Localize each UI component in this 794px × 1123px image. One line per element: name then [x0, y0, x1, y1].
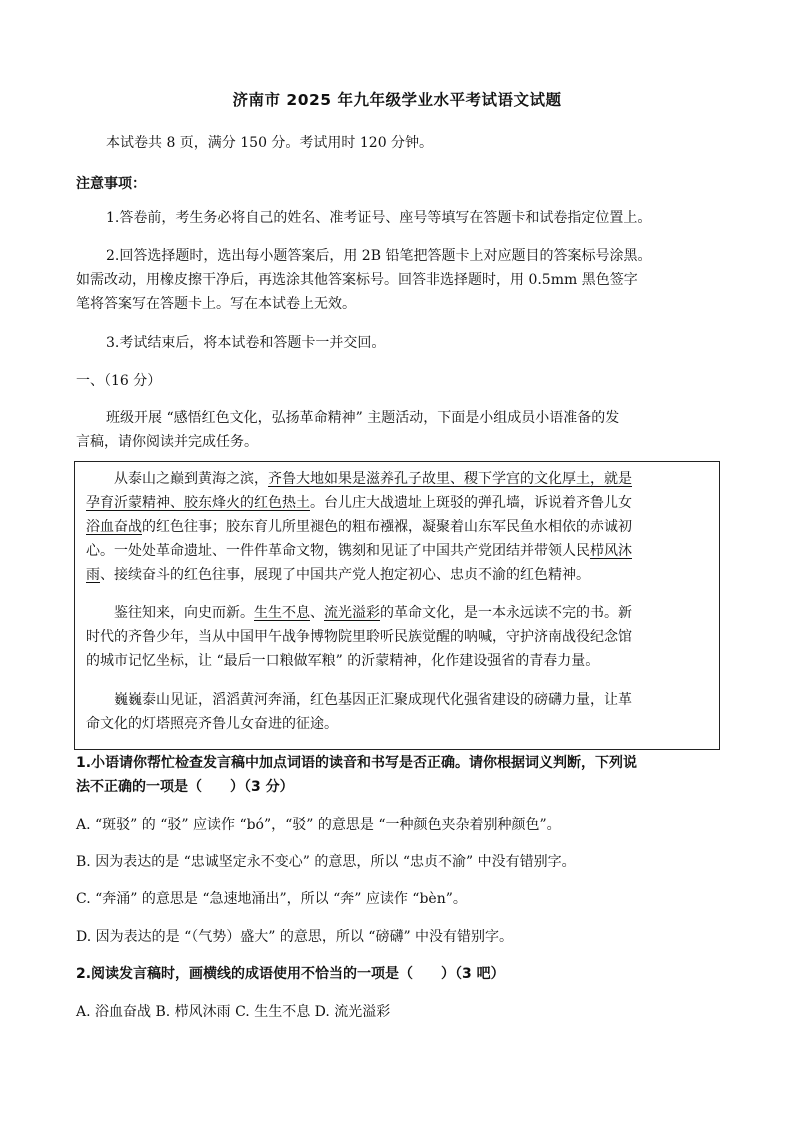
underlined-phrase: 齐鲁大地如果是滋养孔子故里、稷下学宫的文化厚土，就是: [268, 471, 632, 487]
passage-text: 、接续奋斗的红色往事，展现了中国共产党人抱定初心、忠贞不渝的红色精神。: [100, 567, 590, 583]
question-1-option-d: D. 因为表达的是 “（气势）盛大” 的意思，所以 “磅礴” 中没有错别字。: [76, 929, 514, 945]
passage-text: 、: [310, 605, 324, 621]
underlined-idiom: 雨: [86, 567, 100, 583]
notice-item-3: 3.考试结束后，将本试卷和答题卡一并交回。: [106, 335, 386, 351]
passage-p3-line2: 命文化的灯塔照亮齐鲁儿女奋进的征途。: [86, 716, 338, 732]
passage-text: 心。一处处革命遗址、一件件革命文物，镌刻和见证了中国共产党团结并带领人民: [86, 543, 590, 559]
passage-p1-line3: [86, 517, 710, 537]
notice-item-2-line3: 笔将答案写在答题卡上。写在本试卷上无效。: [76, 296, 356, 312]
question-2: 2.阅读发言稿时，画横线的成语使用不恰当的一项是（ ）（3 吧）: [76, 966, 505, 982]
passage-p1-line2: [86, 493, 710, 513]
notice-item-2-line2: 如需改动，用橡皮擦干净后，再选涂其他答案标号。回答非选择题时，用 0.5mm 黑色签字: [76, 272, 638, 288]
question-2-options: A. 浴血奋战 B. 栉风沐雨 C. 生生不息 D. 流光溢彩: [76, 1004, 391, 1020]
notice-heading: 注意事项：: [76, 176, 146, 192]
underlined-phrase: 孕育沂蒙精神、胶东烽火的红色热土: [86, 495, 310, 511]
passage-text: 。台儿庄大战遗址上斑驳的弹孔墙，诉说着齐鲁儿女: [310, 495, 632, 511]
passage-p2-line2: 时代的齐鲁少年，当从中国甲午战争博物院里聆听民族觉醒的呐喊，守护济南战役纪念馆: [86, 629, 632, 645]
underlined-idiom: 流光溢彩: [324, 605, 380, 621]
passage-p1-line5: [86, 565, 710, 585]
passage-text: 的红色往事；胶东育儿所里褪色的粗布襁褓，凝聚着山东军民鱼水相依的赤诚初: [142, 519, 632, 535]
underlined-idiom: 栉风沐: [590, 543, 632, 559]
task-line2: 言稿，请你阅读并完成任务。: [76, 434, 258, 450]
passage-text: 鉴往知来，向史而新。: [114, 605, 254, 621]
passage-p2-line3: 的城市记忆坐标，让 “最后一口粮做军粮” 的沂蒙精神，化作建设强省的青春力量。: [86, 653, 600, 669]
task-line1: 班级开展 “感悟红色文化，弘扬革命精神” 主题活动，下面是小组成员小语准备的发: [106, 410, 620, 426]
passage-text: 的革命文化，是一本永远读不完的书。新: [380, 605, 632, 621]
question-1-option-c: C. “奔涌” 的意思是 “急速地涌出”，所以 “奔” 应读作 “bèn”。: [76, 891, 467, 907]
question-1-line2: 法不正确的一项是（ ）（3 分）: [76, 779, 294, 795]
question-1-option-b: B. 因为表达的是 “忠诚坚定永不变心” 的意思，所以 “忠贞不渝” 中没有错别字。: [76, 854, 576, 870]
notice-item-1: 1.答卷前，考生务必将自己的姓名、准考证号、座号等填写在答题卡和试卷指定位置上。: [106, 210, 652, 226]
question-1-option-a: A. “斑驳” 的 “驳” 应读作 “bó”，“驳” 的意思是 “一种颜色夹杂着别种颜色”。: [76, 817, 561, 833]
passage-p3-line1: 巍巍泰山见证，滔滔黄河奔涌，红色基因正汇聚成现代化强省建设的磅礴力量，让革: [114, 692, 632, 708]
notice-item-2-line1: 2.回答选择题时，选出每小题答案后，用 2B 铅笔把答题卡上对应题目的答案标号涂黑。: [106, 248, 652, 264]
passage-p1-line4: [86, 541, 710, 561]
page-title: 济南市 2025 年九年级学业水平考试语文试题: [232, 91, 562, 109]
section-heading: 一、（16 分）: [76, 373, 162, 389]
question-1-line1: 1.小语请你帮忙检查发言稿中加点词语的读音和书写是否正确。请你根据词义判断，下列说: [76, 755, 638, 771]
passage-p2-line1: [114, 603, 710, 623]
passage-text: 从泰山之巅到黄海之滨，: [114, 471, 268, 487]
underlined-idiom: 生生不息: [254, 605, 310, 621]
passage-p1-line1: [114, 469, 710, 489]
underlined-idiom: 浴血奋战: [86, 519, 142, 535]
exam-info-line: 本试卷共 8 页，满分 150 分。考试用时 120 分钟。: [106, 135, 434, 151]
